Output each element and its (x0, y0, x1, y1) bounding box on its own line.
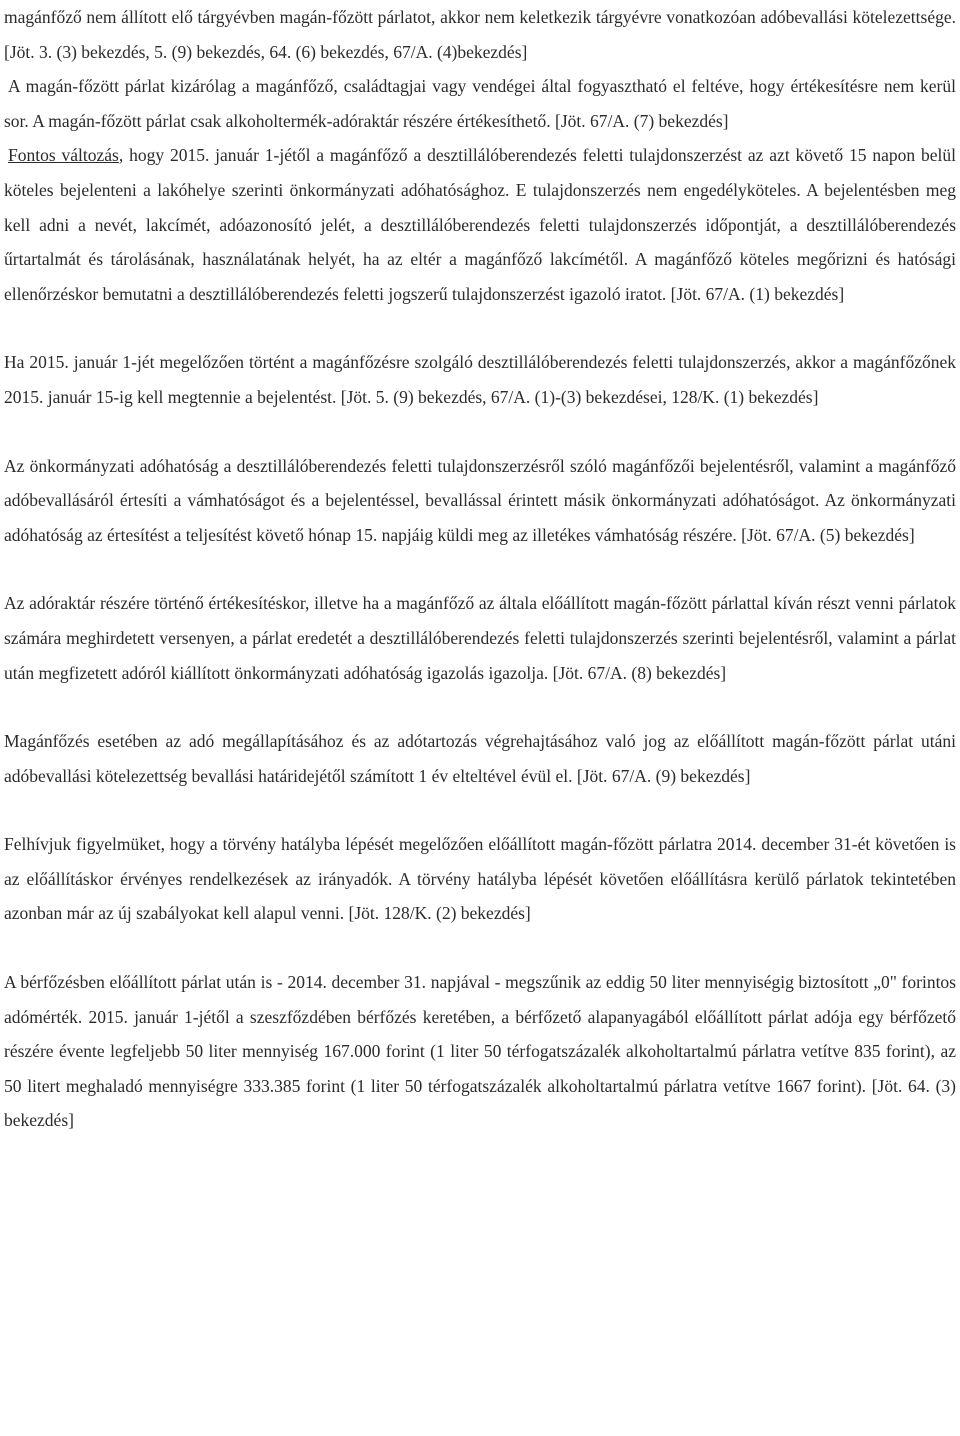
important-change-text: , hogy 2015. január 1-jétől a magánfőző a desztillálóberendezés feletti tulajdonszerzést az azt követő 15 napon belül köteles bejelenteni a lakóhelye szerinti önkormányzati adóhatósághoz. E tulajdonszerzés nem engedélyköteles. A bejelentésben meg kell adni a nevét, lakcímét, adóazonosító jelét, a desztillálóberendezés feletti tulajdonszerzés időpontját, a desztillálóberendezés űrtartalmát és tárolásának, használatának helyét, ha az eltér a magánfőző lakcímétől. A magánfőző köteles megőrizni és hatósági ellenőrzéskor bemutatni a desztillálóberendezés feletti jogszerű tulajdonszerzést igazoló iratot. [Jöt. 67/A. (1) bekezdés] (4, 145, 956, 304)
paragraph-transitional-rules: Felhívjuk figyelmüket, hogy a törvény hatályba lépését megelőzően előállított magán-főzött párlatra 2014. december 31-ét követően is az előállításkor érvényes rendelkezések az irányadók. A törvény hatályba lépését követően előállításra kerülő párlatok tekintetében azonban már az új szabályokat kell alapul venni. [Jöt. 128/K. (2) bekezdés] (4, 834, 956, 924)
paragraph-continued: magánfőző nem állított elő tárgyévben magán-főzött párlatot, akkor nem keletkezik tárgyévre vonatkozóan adóbevallási kötelezettsége. [Jöt. 3. (3) bekezdés, 5. (9) bekezdés, 64. (6) bekezdés, 67/A. (4)bekezdés] (4, 7, 956, 62)
paragraph-gap (4, 931, 956, 965)
paragraph-important-change (4, 138, 956, 311)
paragraph-statute-of-limitations: Magánfőzés esetében az adó megállapításához és az adótartozás végrehajtásához való jog az előállított magán-főzött párlat utáni adóbevallási kötelezettség bevallási határidejétől számított 1 év elteltével évül el. [Jöt. 67/A. (9) bekezdés] (4, 731, 956, 786)
paragraph-gap (4, 311, 956, 345)
paragraph-contract-distilling: A bérfőzésben előállított párlat után is - 2014. december 31. napjával - megszűnik az eddig 50 liter mennyiségig biztosított „0" forintos adómérték. 2015. január 1-jétől a szeszfőzdében bérfőzés keretében, a bérfőzető alapanyagából előállított párlat adója egy bérfőzető részére évente legfeljebb 50 liter mennyiség 167.000 forint (1 liter 50 térfogatszázalék alkoholtartalmú párlatra vetítve 835 forint), az 50 litert meghaladó mennyiségre 333.385 forint (1 liter 50 térfogatszázalék alkoholtartalmú párlatra vetítve 1667 forint). [Jöt. 64. (3) bekezdés] (4, 972, 956, 1131)
paragraph-gap (4, 552, 956, 586)
important-change-label: Fontos változás (8, 145, 119, 166)
paragraph-gap (4, 690, 956, 724)
paragraph-gap (4, 793, 956, 827)
paragraph-origin-certificate: Az adóraktár részére történő értékesítéskor, illetve ha a magánfőző az általa előállított magán-főzött párlattal kíván részt venni párlatok számára meghirdetett versenyen, a párlat eredetét a desztillálóberendezés feletti tulajdonszerzés szerinti bejelentésről, valamint a párlat után megfizetett adóról kiállított önkormányzati adóhatóság igazolás igazolja. [Jöt. 67/A. (8) bekezdés] (4, 593, 956, 683)
paragraph-prior-ownership: Ha 2015. január 1-jét megelőzően történt a magánfőzésre szolgáló desztillálóberendezés feletti tulajdonszerzés, akkor a magánfőzőnek 2015. január 15-ig kell megtennie a bejelentést. [Jöt. 5. (9) bekezdés, 67/A. (1)-(3) bekezdései, 128/K. (1) bekezdés] (4, 352, 956, 407)
paragraph-private-distillate-use: A magán-főzött párlat kizárólag a magánfőző, családtagjai vagy vendégei által fogyasztható el feltéve, hogy értékesítésre nem kerül sor. A magán-főzött párlat csak alkoholtermék-adóraktár részére értékesíthető. [Jöt. 67/A. (7) bekezdés] (4, 76, 956, 131)
paragraph-gap (4, 415, 956, 449)
paragraph-tax-authority-notice: Az önkormányzati adóhatóság a desztillálóberendezés feletti tulajdonszerzésről szóló magánfőzői bejelentésről, valamint a magánfőző adóbevallásáról értesíti a vámhatóságot és a bejelentéssel, bevallással érintett másik önkormányzati adóhatóságot. Az önkormányzati adóhatóság az értesítést a teljesítést követő hónap 15. napjáig küldi meg az illetékes vámhatóság részére. [Jöt. 67/A. (5) bekezdés] (4, 455, 956, 545)
